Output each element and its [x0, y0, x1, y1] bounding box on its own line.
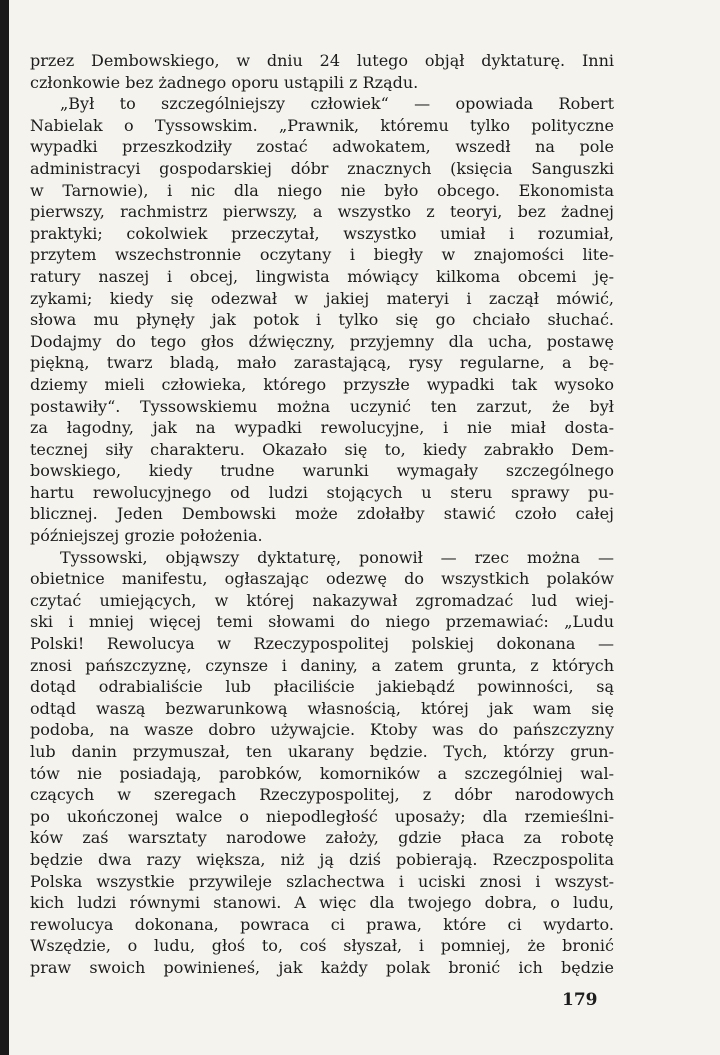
page-text [30, 50, 614, 979]
text-line: lub danin przymuszał, ten ukarany będzie. Tych, którzy grun- [30, 742, 614, 761]
text-line: członkowie bez żadnego oporu ustąpili z Rządu. [30, 72, 419, 92]
text-line: dotąd odrabialiście lub płaciliście jakiebądź powinności, są [30, 677, 614, 697]
text-line: przez Dembowskiego, w dniu 24 lutego objął dyktaturę. Inni [30, 51, 614, 70]
text-line: pierwszy, rachmistrz pierwszy, a wszystko z teoryi, bez żadnej [30, 202, 614, 222]
text-line: wypadki przeszkodziły zostać adwokatem, wszedł na pole [30, 137, 614, 157]
text-line: administracyi gospodarskiej dóbr znacznych (księcia Sanguszki [30, 158, 614, 178]
text-line: ski i mniej więcej temi słowami do niego przemawiać: „Ludu [30, 612, 614, 632]
text-line: Wszędzie, o ludu, głoś to, coś słyszał, i pomniej, że bronić [30, 936, 614, 956]
text-line: zykami; kiedy się odezwał w jakiej materyi i zaczął mówić, [30, 288, 614, 308]
text-line: bowskiego, kiedy trudne warunki wymagały szczególnego [30, 461, 614, 481]
text-line: za łagodny, jak na wypadki rewolucyjne, i nie miał dosta- [30, 418, 614, 438]
text-line: odtąd waszą bezwarunkową własnością, której jak wam się [30, 698, 614, 718]
text-line: po ukończonej walce o niepodległość uposaży; dla rzemieślni- [30, 806, 614, 826]
text-line: „Był to szczególniejszy człowiek“ — opowiada Robert [60, 94, 614, 114]
book-spine-shadow [0, 0, 9, 1055]
text-line: późniejszej grozie położenia. [30, 526, 263, 546]
text-line: rewolucya dokonana, powraca ci prawa, które ci wydarto. [30, 914, 614, 934]
text-line: tów nie posiadają, parobków, komorników a szczególniej wal- [30, 763, 614, 783]
text-line: znosi pańszczyznę, czynsze i daniny, a zatem grunta, z których [30, 655, 614, 675]
text-line: piękną, twarz bladą, mało zarastającą, rysy regularne, a bę- [30, 353, 614, 373]
text-line: podoba, na wasze dobro używajcie. Ktoby was do pańszczyzny [30, 720, 614, 740]
text-line: obietnice manifestu, ogłaszając odezwę do wszystkich polaków [30, 569, 614, 589]
text-line: ków zaś warsztaty narodowe założy, gdzie płaca za robotę [30, 828, 614, 848]
text-line: będzie dwa razy większa, niż ją dziś pobierają. Rzeczpospolita [30, 849, 614, 869]
text-line: praw swoich powinieneś, jak każdy polak bronić ich będzie [30, 957, 614, 977]
text-line: słowa mu płynęły jak potok i tylko się go chciało słuchać. [30, 310, 614, 330]
text-line: dziemy mieli człowieka, którego przyszłe wypadki tak wysoko [30, 374, 614, 394]
text-line: w Tarnowie), i nic dla niego nie było obcego. Ekonomista [30, 180, 614, 200]
text-line: ratury naszej i obcej, lingwista mówiący kilkoma obcemi ję- [30, 266, 614, 286]
text-line: Tyssowski, objąwszy dyktaturę, ponowił — rzec można — [60, 547, 614, 567]
text-line: Nabielak o Tyssowskim. „Prawnik, któremu tylko polityczne [30, 115, 614, 135]
text-line: czących w szeregach Rzeczypospolitej, z dóbr narodowych [30, 785, 614, 805]
text-line: tecznej siły charakteru. Okazało się to, kiedy zabrakło Dem- [30, 439, 614, 459]
text-line: praktyki; cokolwiek przeczytał, wszystko umiał i rozumiał, [30, 223, 614, 243]
text-line: hartu rewolucyjnego od ludzi stojących u steru sprawy pu- [30, 482, 614, 502]
text-line: czytać umiejących, w której nakazywał zgromadzać lud wiej- [30, 590, 614, 610]
text-line: Polska wszystkie przywileje szlachectwa i uciski znosi i wszyst- [30, 871, 614, 891]
text-line: blicznej. Jeden Dembowski może zdołałby stawić czoło całej [30, 504, 614, 524]
text-line: Dodajmy do tego głos dźwięczny, przyjemny dla ucha, postawę [30, 331, 614, 351]
text-line: Polski! Rewolucya w Rzeczypospolitej polskiej dokonana — [30, 634, 614, 654]
text-line: postawiły“. Tyssowskiemu można uczynić ten zarzut, że był [30, 396, 614, 416]
text-line: kich ludzi równymi stanowi. A więc dla twojego dobra, o ludu, [30, 893, 614, 913]
page-number: 179 [562, 990, 598, 1010]
text-line: przytem wszechstronnie oczytany i biegły w znajomości lite- [30, 245, 614, 265]
